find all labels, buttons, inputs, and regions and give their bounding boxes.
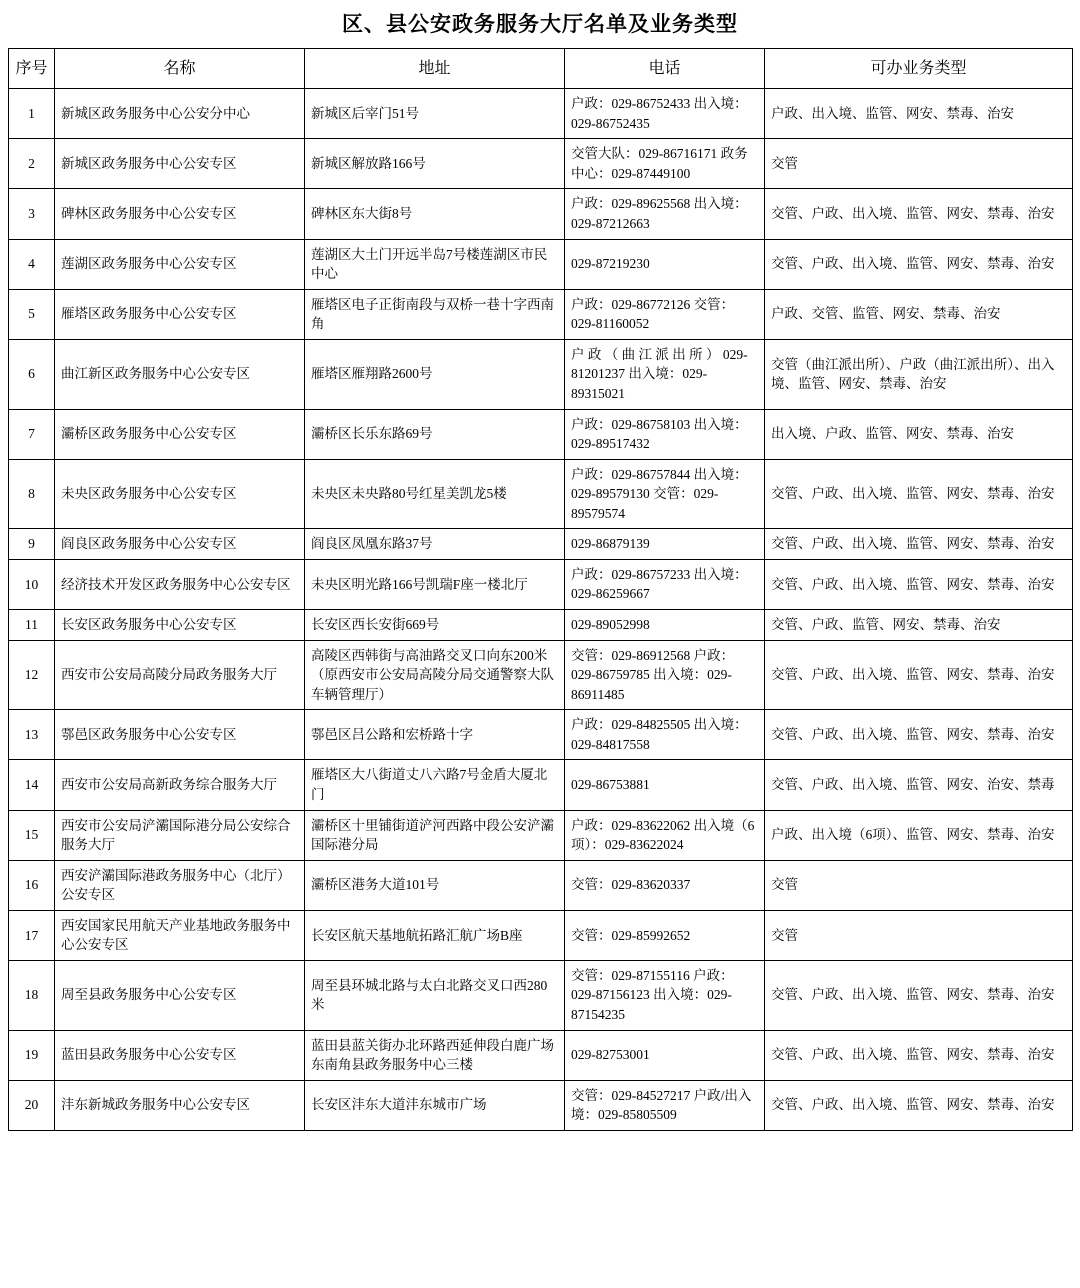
cell-business-types: 交管、户政、出入境、监管、网安、治安、禁毒: [765, 760, 1073, 810]
table-row: [9, 960, 1073, 1030]
cell-phone: 户政：029-86757844 出入境：029-89579130 交管：029-89579574: [565, 459, 765, 529]
cell-business-types: 交管（曲江派出所）、户政（曲江派出所）、出入境、监管、网安、禁毒、治安: [765, 339, 1073, 409]
cell-phone: 029-82753001: [565, 1030, 765, 1080]
table-row: [9, 89, 1073, 139]
cell-business-types: 交管、户政、出入境、监管、网安、禁毒、治安: [765, 710, 1073, 760]
cell-phone: 交管：029-83620337: [565, 860, 765, 910]
cell-index: 17: [9, 910, 55, 960]
cell-index: 18: [9, 960, 55, 1030]
cell-index: 8: [9, 459, 55, 529]
cell-phone: 户政：029-84825505 出入境：029-84817558: [565, 710, 765, 760]
cell-phone: 029-86879139: [565, 529, 765, 560]
cell-name: 灞桥区政务服务中心公安专区: [55, 409, 305, 459]
cell-business-types: 交管、户政、出入境、监管、网安、禁毒、治安: [765, 189, 1073, 239]
table-row: [9, 610, 1073, 641]
cell-phone: 交管：029-86912568 户政：029-86759785 出入境：029-86911485: [565, 640, 765, 710]
cell-name: 新城区政务服务中心公安分中心: [55, 89, 305, 139]
table-row: [9, 459, 1073, 529]
page-title: 区、县公安政务服务大厅名单及业务类型: [342, 12, 738, 36]
table-row: [9, 289, 1073, 339]
cell-phone: 户政：029-86758103 出入境：029-89517432: [565, 409, 765, 459]
cell-address: 雁塔区大八街道丈八六路7号金盾大厦北门: [305, 760, 565, 810]
cell-name: 周至县政务服务中心公安专区: [55, 960, 305, 1030]
cell-name: 西安市公安局浐灞国际港分局公安综合服务大厅: [55, 810, 305, 860]
cell-address: 长安区西长安街669号: [305, 610, 565, 641]
cell-address: 高陵区西韩街与高油路交叉口向东200米（原西安市公安局高陵分局交通警察大队车辆管理厅）: [305, 640, 565, 710]
cell-address: 蓝田县蓝关街办北环路西延伸段白鹿广场东南角县政务服务中心三楼: [305, 1030, 565, 1080]
cell-name: 经济技术开发区政务服务中心公安专区: [55, 559, 305, 609]
column-header-name: 名称: [55, 49, 305, 89]
cell-phone: 户政：029-86772126 交管：029-81160052: [565, 289, 765, 339]
cell-address: 长安区沣东大道沣东城市广场: [305, 1080, 565, 1130]
cell-business-types: 交管、户政、出入境、监管、网安、禁毒、治安: [765, 559, 1073, 609]
cell-name: 莲湖区政务服务中心公安专区: [55, 239, 305, 289]
cell-address: 灞桥区长乐东路69号: [305, 409, 565, 459]
table-row: [9, 1080, 1073, 1130]
cell-business-types: 交管、户政、监管、网安、禁毒、治安: [765, 610, 1073, 641]
cell-business-types: 户政、交管、监管、网安、禁毒、治安: [765, 289, 1073, 339]
cell-address: 灞桥区十里铺街道浐河西路中段公安浐灞国际港分局: [305, 810, 565, 860]
cell-name: 沣东新城政务服务中心公安专区: [55, 1080, 305, 1130]
cell-index: 15: [9, 810, 55, 860]
cell-address: 莲湖区大土门开远半岛7号楼莲湖区市民中心: [305, 239, 565, 289]
cell-name: 西安国家民用航天产业基地政务服务中心公安专区: [55, 910, 305, 960]
table-body: [9, 89, 1073, 1131]
cell-index: 2: [9, 139, 55, 189]
cell-phone: 户政：029-89625568 出入境：029-87212663: [565, 189, 765, 239]
cell-name: 鄠邑区政务服务中心公安专区: [55, 710, 305, 760]
cell-phone: 029-87219230: [565, 239, 765, 289]
cell-address: 阎良区凤凰东路37号: [305, 529, 565, 560]
table-row: [9, 139, 1073, 189]
table-row: [9, 710, 1073, 760]
column-header-address: 地址: [305, 49, 565, 89]
column-header-phone: 电话: [565, 49, 765, 89]
column-header-index: 序号: [9, 49, 55, 89]
table-row: [9, 409, 1073, 459]
cell-business-types: 交管、户政、出入境、监管、网安、禁毒、治安: [765, 960, 1073, 1030]
cell-index: 12: [9, 640, 55, 710]
cell-name: 长安区政务服务中心公安专区: [55, 610, 305, 641]
cell-business-types: 交管: [765, 910, 1073, 960]
cell-index: 19: [9, 1030, 55, 1080]
cell-index: 9: [9, 529, 55, 560]
cell-business-types: 交管、户政、出入境、监管、网安、禁毒、治安: [765, 459, 1073, 529]
cell-name: 新城区政务服务中心公安专区: [55, 139, 305, 189]
cell-address: 未央区明光路166号凯瑞F座一楼北厅: [305, 559, 565, 609]
table-row: [9, 1030, 1073, 1080]
cell-name: 西安市公安局高新政务综合服务大厅: [55, 760, 305, 810]
cell-phone: 交管：029-87155116 户政：029-87156123 出入境：029-87154235: [565, 960, 765, 1030]
cell-index: 20: [9, 1080, 55, 1130]
cell-address: 灞桥区港务大道101号: [305, 860, 565, 910]
cell-name: 西安市公安局高陵分局政务服务大厅: [55, 640, 305, 710]
service-hall-table: [8, 48, 1073, 1131]
cell-business-types: 户政、出入境、监管、网安、禁毒、治安: [765, 89, 1073, 139]
cell-address: 周至县环城北路与太白北路交叉口西280米: [305, 960, 565, 1030]
cell-phone: 交管：029-85992652: [565, 910, 765, 960]
table-row: [9, 640, 1073, 710]
cell-address: 雁塔区雁翔路2600号: [305, 339, 565, 409]
cell-business-types: 交管、户政、出入境、监管、网安、禁毒、治安: [765, 239, 1073, 289]
table-row: [9, 339, 1073, 409]
cell-phone: 交管：029-84527217 户政/出入境：029-85805509: [565, 1080, 765, 1130]
table-row: [9, 189, 1073, 239]
cell-phone: 029-86753881: [565, 760, 765, 810]
column-header-business-types: 可办业务类型: [765, 49, 1073, 89]
cell-business-types: 交管、户政、出入境、监管、网安、禁毒、治安: [765, 1080, 1073, 1130]
cell-address: 鄠邑区吕公路和宏桥路十字: [305, 710, 565, 760]
cell-phone: 户 政 （ 曲 江 派 出 所 ） 029-81201237 出入境：029-89315021: [565, 339, 765, 409]
cell-name: 阎良区政务服务中心公安专区: [55, 529, 305, 560]
cell-address: 新城区后宰门51号: [305, 89, 565, 139]
cell-index: 16: [9, 860, 55, 910]
cell-address: 未央区未央路80号红星美凯龙5楼: [305, 459, 565, 529]
table-row: [9, 239, 1073, 289]
cell-index: 5: [9, 289, 55, 339]
table-row: [9, 529, 1073, 560]
cell-name: 曲江新区政务服务中心公安专区: [55, 339, 305, 409]
table-row: [9, 760, 1073, 810]
cell-address: 新城区解放路166号: [305, 139, 565, 189]
cell-address: 雁塔区电子正街南段与双桥一巷十字西南角: [305, 289, 565, 339]
cell-address: 长安区航天基地航拓路汇航广场B座: [305, 910, 565, 960]
cell-business-types: 交管、户政、出入境、监管、网安、禁毒、治安: [765, 529, 1073, 560]
cell-index: 14: [9, 760, 55, 810]
table-row: [9, 810, 1073, 860]
cell-phone: 户政：029-83622062 出入境（6项）：029-83622024: [565, 810, 765, 860]
cell-index: 6: [9, 339, 55, 409]
table-row: [9, 910, 1073, 960]
cell-business-types: 交管: [765, 860, 1073, 910]
cell-index: 10: [9, 559, 55, 609]
cell-business-types: 户政、出入境（6项）、监管、网安、禁毒、治安: [765, 810, 1073, 860]
cell-name: 未央区政务服务中心公安专区: [55, 459, 305, 529]
cell-index: 3: [9, 189, 55, 239]
cell-business-types: 出入境、户政、监管、网安、禁毒、治安: [765, 409, 1073, 459]
cell-index: 13: [9, 710, 55, 760]
cell-business-types: 交管、户政、出入境、监管、网安、禁毒、治安: [765, 640, 1073, 710]
cell-phone: 户政：029-86757233 出入境：029-86259667: [565, 559, 765, 609]
table-header-row: [9, 49, 1073, 89]
cell-phone: 029-89052998: [565, 610, 765, 641]
cell-phone: 户政：029-86752433 出入境：029-86752435: [565, 89, 765, 139]
cell-index: 11: [9, 610, 55, 641]
table-row: [9, 559, 1073, 609]
cell-index: 4: [9, 239, 55, 289]
cell-name: 碑林区政务服务中心公安专区: [55, 189, 305, 239]
cell-name: 西安浐灞国际港政务服务中心（北厅）公安专区: [55, 860, 305, 910]
table-header: [9, 49, 1073, 89]
cell-name: 雁塔区政务服务中心公安专区: [55, 289, 305, 339]
cell-address: 碑林区东大街8号: [305, 189, 565, 239]
cell-index: 7: [9, 409, 55, 459]
cell-index: 1: [9, 89, 55, 139]
cell-business-types: 交管: [765, 139, 1073, 189]
cell-name: 蓝田县政务服务中心公安专区: [55, 1030, 305, 1080]
cell-phone: 交管大队：029-86716171 政务中心：029-87449100: [565, 139, 765, 189]
table-row: [9, 860, 1073, 910]
cell-business-types: 交管、户政、出入境、监管、网安、禁毒、治安: [765, 1030, 1073, 1080]
